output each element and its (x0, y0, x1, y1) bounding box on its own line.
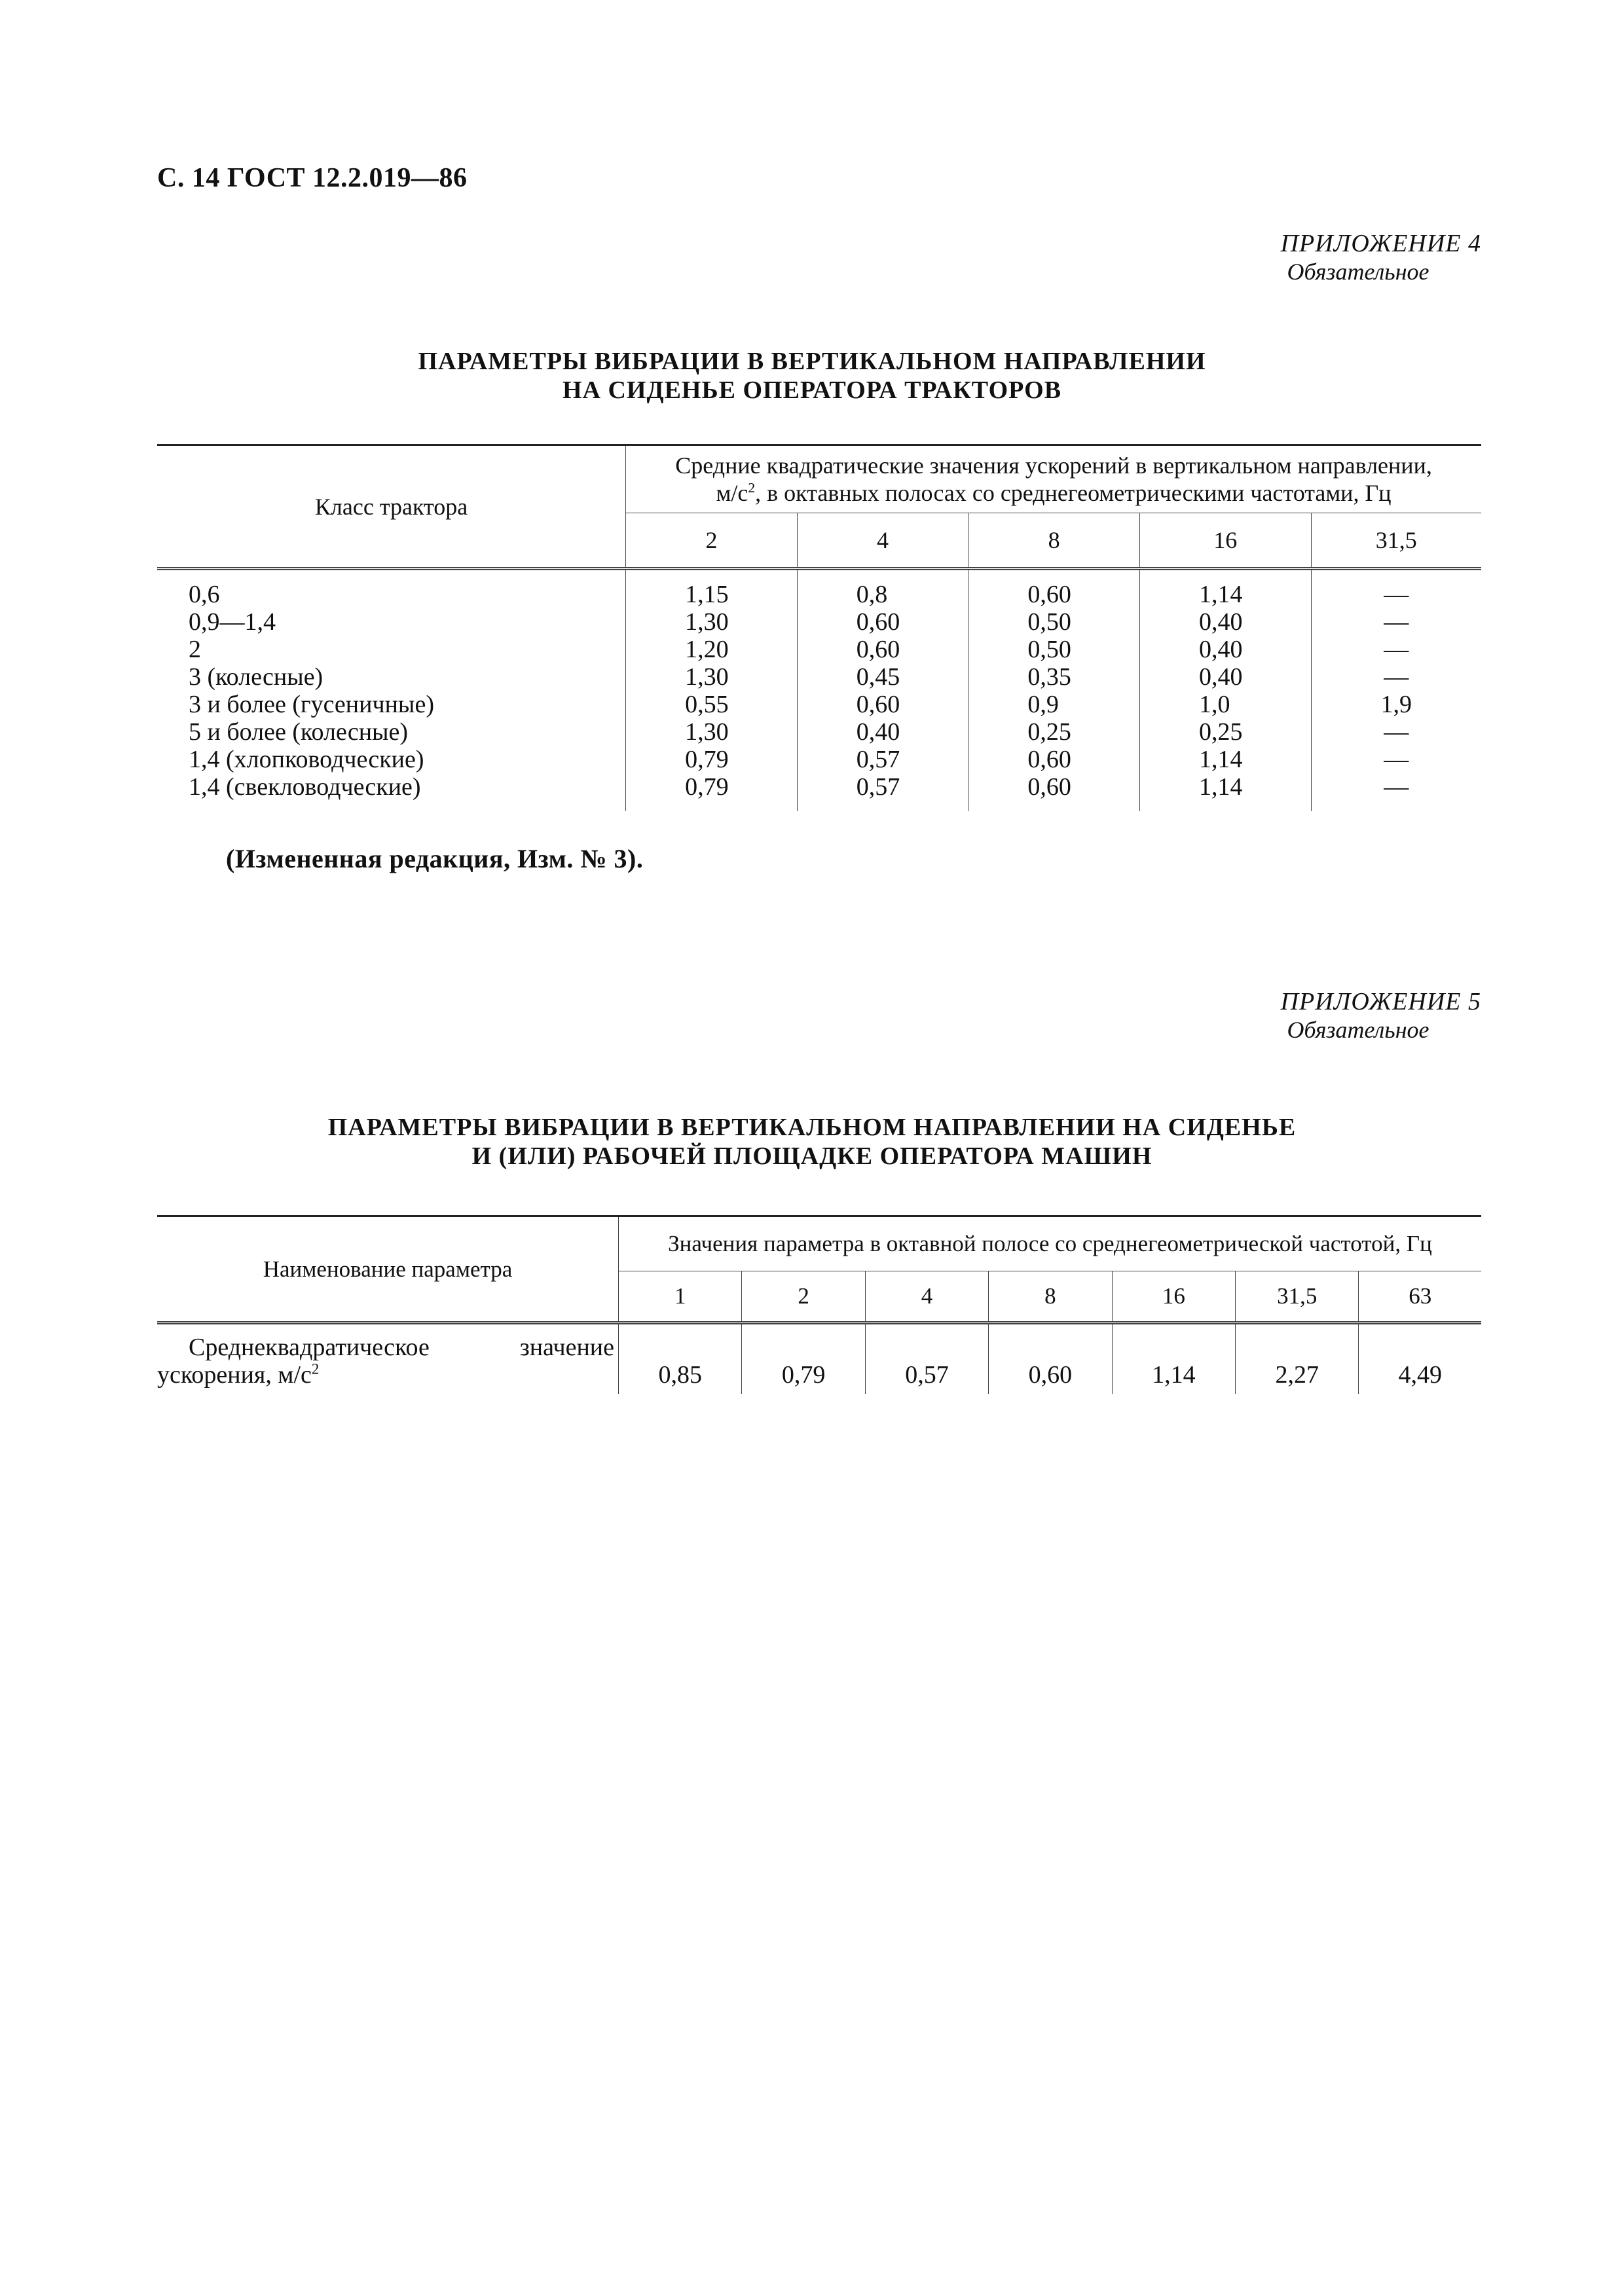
value-cell: — (1384, 718, 1409, 746)
tractor-class-cell: 3 (колесные) (157, 663, 626, 691)
value-cell: 0,57 (865, 1323, 988, 1394)
value-cell: 1,14 (1139, 746, 1311, 773)
group-header-line-2: , в октавных полосах со среднегеометрическими частотами, Гц (755, 480, 1392, 506)
value-cell: 2,27 (1236, 1323, 1359, 1394)
value-cell: 0,55 (626, 691, 798, 718)
group-header-unit-sup: 2 (748, 480, 756, 496)
appendix-5-number: ПРИЛОЖЕНИЕ 5 (1280, 988, 1481, 1015)
freq-header-cell: 8 (989, 1271, 1112, 1323)
tractor-class-cell: 1,4 (хлопководческие) (157, 746, 626, 773)
group-header-line-1: Средние квадратические значения ускорений в вертикальном направлении, (675, 452, 1432, 479)
value-cell: 0,57 (797, 773, 968, 811)
revision-note: (Измененная редакция, Изм. № 3). (226, 844, 644, 873)
table-row (157, 718, 1481, 746)
freq-header-cell: 31,5 (1236, 1271, 1359, 1323)
value-cell: 0,40 (1139, 608, 1311, 636)
parameter-name-cell (157, 1323, 619, 1394)
value-cell: 4,49 (1359, 1323, 1481, 1394)
tractor-class-cell: 2 (157, 636, 626, 663)
value-cell: 0,60 (797, 636, 968, 663)
value-cell: 1,20 (626, 636, 798, 663)
value-cell: 1,30 (626, 663, 798, 691)
tractor-class-cell: 3 и более (гусеничные) (157, 691, 626, 718)
value-cell: 1,0 (1139, 691, 1311, 718)
table-row (157, 569, 1481, 609)
freq-header-cell: 1 (619, 1271, 742, 1323)
table-row (157, 691, 1481, 718)
value-cell: 0,50 (968, 636, 1140, 663)
tractor-class-cell: 1,4 (свекловодческие) (157, 773, 626, 811)
appendix-5-title-line-1: ПАРАМЕТРЫ ВИБРАЦИИ В ВЕРТИКАЛЬНОМ НАПРАВЛЕНИИ НА СИДЕНЬЕ (327, 1114, 1297, 1141)
table-row (157, 773, 1481, 811)
value-cell: 0,85 (619, 1323, 742, 1394)
tractor-class-cell: 0,9—1,4 (157, 608, 626, 636)
value-cell: — (1384, 636, 1409, 663)
value-cell: 1,30 (626, 718, 798, 746)
value-cell: 0,50 (968, 608, 1140, 636)
value-cell: 0,79 (626, 773, 798, 811)
value-cell: 0,79 (626, 746, 798, 773)
value-cell: 1,30 (626, 608, 798, 636)
tractor-class-cell: 0,6 (157, 569, 626, 609)
appendix-4-title (157, 347, 1467, 405)
value-cell: — (1384, 663, 1409, 691)
value-cell: 0,25 (968, 718, 1140, 746)
value-cell: 0,60 (797, 691, 968, 718)
value-cell: 1,14 (1139, 773, 1311, 811)
value-cell: 0,60 (797, 608, 968, 636)
machine-vibration-table (157, 1215, 1481, 1394)
col-header-tractor-class: Класс трактора (157, 445, 626, 569)
value-cell: 0,60 (968, 773, 1140, 811)
appendix-5-status: Обязательное (1287, 1017, 1429, 1043)
col-header-parameter-name: Наименование параметра (157, 1216, 619, 1323)
value-cell: 0,35 (968, 663, 1140, 691)
col-header-acceleration-group (626, 445, 1481, 513)
value-cell: 0,25 (1139, 718, 1311, 746)
value-cell: 0,60 (968, 746, 1140, 773)
table-row (157, 636, 1481, 663)
table-row (157, 746, 1481, 773)
freq-header-cell: 31,5 (1311, 513, 1481, 569)
page-header: С. 14 ГОСТ 12.2.019—86 (157, 163, 468, 193)
tractor-vibration-table (157, 444, 1481, 811)
value-cell: 1,15 (626, 569, 798, 609)
freq-header-cell: 4 (865, 1271, 988, 1323)
value-cell: — (1384, 773, 1409, 801)
freq-header-cell: 8 (968, 513, 1140, 569)
value-cell: — (1384, 608, 1409, 636)
value-cell: 0,60 (968, 569, 1140, 609)
appendix-5-label (1281, 987, 1481, 1044)
table-row (157, 663, 1481, 691)
freq-header-cell: 2 (742, 1271, 865, 1323)
value-cell: — (1311, 569, 1481, 609)
parameter-name-line-2: ускорения, м/с (157, 1361, 312, 1389)
appendix-5-title-line-2: И (ИЛИ) РАБОЧЕЙ ПЛОЩАДКЕ ОПЕРАТОРА МАШИН (471, 1142, 1152, 1170)
value-cell: 0,40 (1139, 636, 1311, 663)
value-cell: 0,40 (797, 718, 968, 746)
value-cell: 0,8 (797, 569, 968, 609)
appendix-4-status: Обязательное (1287, 259, 1429, 285)
freq-header-cell: 63 (1359, 1271, 1481, 1323)
value-cell: 0,57 (797, 746, 968, 773)
table-row (157, 1323, 1481, 1394)
col-header-value-group: Значения параметра в октавной полосе со среднегеометрической частотой, Гц (619, 1216, 1482, 1271)
freq-header-cell: 16 (1139, 513, 1311, 569)
freq-header-cell: 4 (797, 513, 968, 569)
value-cell: — (1384, 746, 1409, 773)
appendix-5-title (157, 1113, 1467, 1171)
value-cell: 1,14 (1112, 1323, 1235, 1394)
appendix-4-title-line-1: ПАРАМЕТРЫ ВИБРАЦИИ В ВЕРТИКАЛЬНОМ НАПРАВЛЕНИИ (418, 348, 1206, 375)
table-row (157, 608, 1481, 636)
freq-header-cell: 2 (626, 513, 798, 569)
value-cell: 0,45 (797, 663, 968, 691)
tractor-class-cell: 5 и более (колесные) (157, 718, 626, 746)
group-header-unit: м/с (716, 480, 748, 506)
freq-header-cell: 16 (1112, 1271, 1235, 1323)
value-cell: 0,40 (1139, 663, 1311, 691)
parameter-name-line-1: Среднеквадратическое значение (189, 1334, 614, 1361)
appendix-4-label (1281, 229, 1481, 285)
parameter-name-unit-sup: 2 (311, 1360, 320, 1377)
appendix-4-number: ПРИЛОЖЕНИЕ 4 (1280, 230, 1481, 257)
value-cell: 0,60 (989, 1323, 1112, 1394)
value-cell: 1,9 (1380, 691, 1412, 718)
value-cell: 0,79 (742, 1323, 865, 1394)
value-cell: 1,14 (1139, 569, 1311, 609)
appendix-4-title-line-2: НА СИДЕНЬЕ ОПЕРАТОРА ТРАКТОРОВ (562, 376, 1062, 404)
value-cell: 0,9 (968, 691, 1140, 718)
